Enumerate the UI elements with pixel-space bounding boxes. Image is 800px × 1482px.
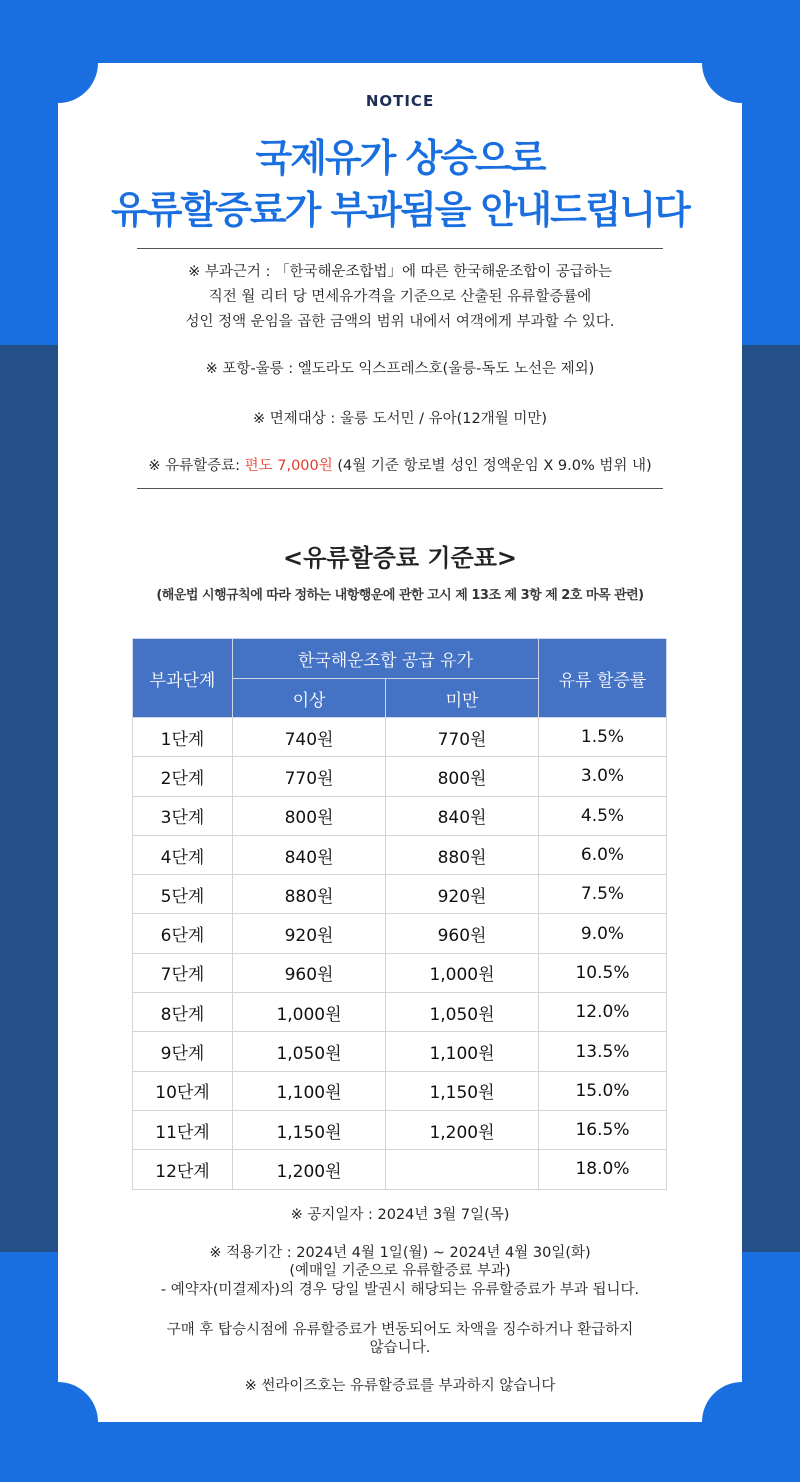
cell-rate: 10.5% bbox=[539, 953, 667, 992]
cell-stage: 7단계 bbox=[133, 953, 233, 992]
cell-above: 770원 bbox=[233, 757, 386, 796]
table-row bbox=[133, 1150, 667, 1189]
cell-above: 1,000원 bbox=[233, 993, 386, 1032]
surcharge-table bbox=[132, 638, 667, 1190]
cell-below: 1,050원 bbox=[386, 993, 539, 1032]
cell-rate: 12.0% bbox=[539, 993, 667, 1032]
cell-below: 1,200원 bbox=[386, 1110, 539, 1149]
headline-line-2: 유류할증료가 부과됨을 안내드립니다 bbox=[111, 188, 689, 232]
cell-above: 960원 bbox=[233, 953, 386, 992]
card-notch-top-left bbox=[18, 23, 98, 103]
cell-rate: 18.0% bbox=[539, 1150, 667, 1189]
cell-stage: 9단계 bbox=[133, 1032, 233, 1071]
headline-line-1: 국제유가 상승으로 bbox=[255, 136, 545, 180]
cell-stage: 11단계 bbox=[133, 1110, 233, 1149]
cell-above: 1,050원 bbox=[233, 1032, 386, 1071]
sunrise-note: ※ 썬라이즈호는 유류할증료를 부과하지 않습니다 bbox=[244, 1378, 556, 1394]
surcharge-suffix: (4월 기준 항로별 성인 정액운임 X 9.0% 범위 내) bbox=[332, 458, 652, 474]
basis-line-1: ※ 부과근거 : 「한국해운조합법」에 따른 한국해운조합이 공급하는 bbox=[188, 264, 612, 280]
cell-rate: 15.0% bbox=[539, 1071, 667, 1110]
period-line-1: ※ 적용기간 : 2024년 4월 1일(월) ~ 2024년 4월 30일(화) bbox=[209, 1245, 591, 1261]
table-row bbox=[133, 993, 667, 1032]
period-line-2: (예매일 기준으로 유류할증료 부과) bbox=[289, 1263, 511, 1279]
header-stage: 부과단계 bbox=[133, 639, 233, 718]
cell-stage: 10단계 bbox=[133, 1071, 233, 1110]
cell-stage: 4단계 bbox=[133, 835, 233, 874]
table-row bbox=[133, 796, 667, 835]
header-rate: 유류 할증률 bbox=[539, 639, 667, 718]
cell-below: 800원 bbox=[386, 757, 539, 796]
refund-line-2: 않습니다. bbox=[369, 1340, 431, 1356]
surcharge-info bbox=[0, 454, 800, 478]
cell-below: 960원 bbox=[386, 914, 539, 953]
cell-above: 880원 bbox=[233, 875, 386, 914]
notice-label: NOTICE bbox=[365, 92, 435, 110]
cell-stage: 12단계 bbox=[133, 1150, 233, 1189]
divider-bottom bbox=[137, 488, 663, 489]
cell-below: 1,100원 bbox=[386, 1032, 539, 1071]
cell-rate: 4.5% bbox=[539, 796, 667, 835]
cell-rate: 16.5% bbox=[539, 1110, 667, 1149]
table-title: <유류할증료 기준표> bbox=[282, 544, 518, 572]
period-line-3: - 예약자(미결제자)의 경우 당일 발권시 해당되는 유류할증료가 부과 됩니다. bbox=[160, 1282, 640, 1298]
cell-stage: 1단계 bbox=[133, 718, 233, 757]
notice-date: ※ 공지일자 : 2024년 3월 7일(목) bbox=[290, 1207, 510, 1223]
header-below: 미만 bbox=[386, 679, 539, 718]
cell-above: 740원 bbox=[233, 718, 386, 757]
cell-above: 840원 bbox=[233, 835, 386, 874]
cell-rate: 6.0% bbox=[539, 835, 667, 874]
cell-above: 1,100원 bbox=[233, 1071, 386, 1110]
table-row bbox=[133, 1071, 667, 1110]
cell-rate: 1.5% bbox=[539, 718, 667, 757]
table-subtitle: (해운법 시행규칙에 따라 정하는 내항행운에 관한 고시 제 13조 제 3항 제 2호 마목 관련) bbox=[156, 588, 644, 603]
cell-below bbox=[386, 1150, 539, 1189]
cell-above: 920원 bbox=[233, 914, 386, 953]
cell-rate: 9.0% bbox=[539, 914, 667, 953]
cell-above: 800원 bbox=[233, 796, 386, 835]
cell-below: 770원 bbox=[386, 718, 539, 757]
card-notch-top-right bbox=[702, 23, 782, 103]
cell-stage: 6단계 bbox=[133, 914, 233, 953]
route-info: ※ 포항-울릉 : 엘도라도 익스프레스호(울릉-독도 노선은 제외) bbox=[205, 361, 595, 377]
cell-below: 920원 bbox=[386, 875, 539, 914]
basis-line-2: 직전 월 리터 당 면세유가격을 기준으로 산출된 유류할증률에 bbox=[208, 289, 592, 305]
table-row bbox=[133, 835, 667, 874]
table-row bbox=[133, 875, 667, 914]
cell-stage: 2단계 bbox=[133, 757, 233, 796]
cell-below: 840원 bbox=[386, 796, 539, 835]
surcharge-prefix: ※ 유류할증료: bbox=[148, 458, 245, 474]
cell-below: 1,000원 bbox=[386, 953, 539, 992]
table-row bbox=[133, 757, 667, 796]
table-row bbox=[133, 953, 667, 992]
cell-above: 1,200원 bbox=[233, 1150, 386, 1189]
cell-rate: 13.5% bbox=[539, 1032, 667, 1071]
table-row bbox=[133, 1110, 667, 1149]
divider-top bbox=[137, 248, 663, 249]
exempt-info: ※ 면제대상 : 울릉 도서민 / 유아(12개월 미만) bbox=[252, 411, 548, 427]
cell-rate: 7.5% bbox=[539, 875, 667, 914]
surcharge-amount: 편도 7,000원 bbox=[244, 458, 333, 474]
table-row bbox=[133, 914, 667, 953]
cell-above: 1,150원 bbox=[233, 1110, 386, 1149]
header-supply-price: 한국해운조합 공급 유가 bbox=[233, 639, 539, 679]
table-row bbox=[133, 718, 667, 757]
cell-stage: 5단계 bbox=[133, 875, 233, 914]
refund-line-1: 구매 후 탑승시점에 유류할증료가 변동되어도 차액을 징수하거나 환급하지 bbox=[166, 1322, 634, 1338]
table-row bbox=[133, 1032, 667, 1071]
basis-line-3: 성인 정액 운임을 곱한 금액의 범위 내에서 여객에게 부과할 수 있다. bbox=[185, 314, 615, 330]
cell-below: 880원 bbox=[386, 835, 539, 874]
header-above: 이상 bbox=[233, 679, 386, 718]
cell-below: 1,150원 bbox=[386, 1071, 539, 1110]
cell-rate: 3.0% bbox=[539, 757, 667, 796]
cell-stage: 8단계 bbox=[133, 993, 233, 1032]
cell-stage: 3단계 bbox=[133, 796, 233, 835]
